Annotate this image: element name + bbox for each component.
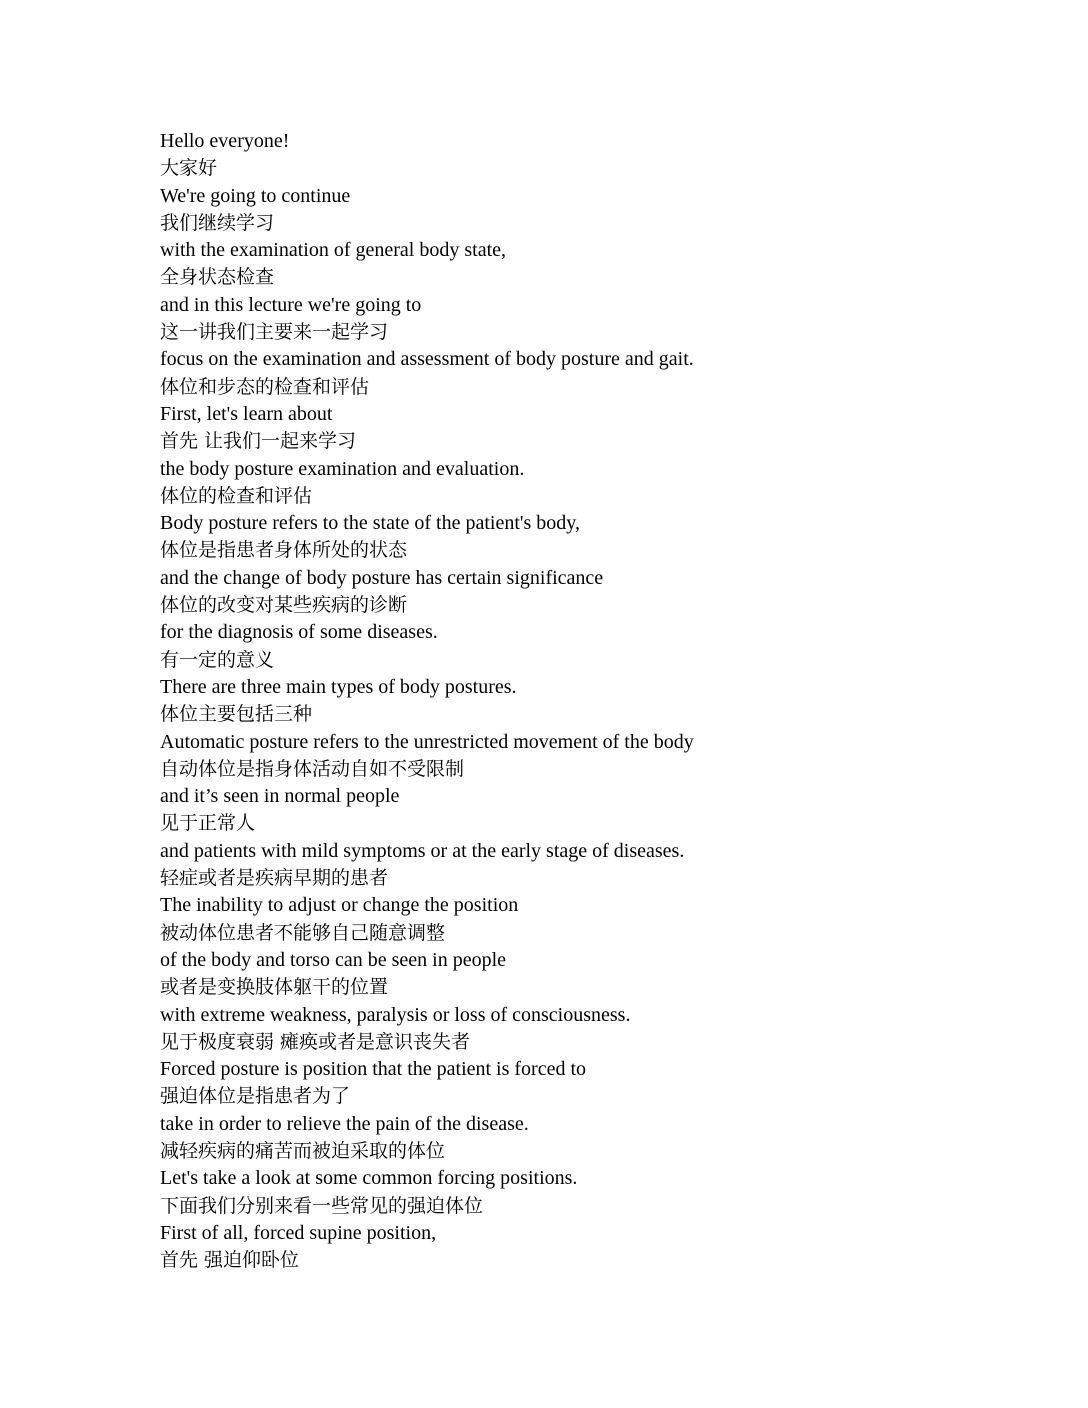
- transcript-line-zh: 自动体位是指身体活动自如不受限制: [160, 757, 465, 780]
- transcript-line-en: take in order to relieve the pain of the disease.: [160, 1112, 529, 1135]
- transcript-line-zh: 首先 强迫仰卧位: [160, 1249, 300, 1272]
- transcript-line-zh: 下面我们分别来看一些常见的强迫体位: [160, 1194, 484, 1217]
- transcript-line-en: the body posture examination and evaluation.: [160, 457, 525, 480]
- transcript-line-en: First of all, forced supine position,: [160, 1221, 437, 1244]
- transcript-line-en: Body posture refers to the state of the patient's body,: [160, 512, 580, 535]
- transcript-line-zh: 体位是指患者身体所处的状态: [160, 539, 408, 562]
- transcript-line-zh: 有一定的意义: [160, 648, 275, 671]
- transcript-line-en: There are three main types of body postures.: [160, 675, 517, 698]
- transcript-line-zh: 大家好: [160, 157, 218, 180]
- transcript-line-en: and in this lecture we're going to: [160, 293, 422, 316]
- transcript-line-en: for the diagnosis of some diseases.: [160, 621, 438, 644]
- transcript-line-zh: 或者是变换肢体躯干的位置: [160, 976, 389, 999]
- transcript-line-zh: 体位的改变对某些疾病的诊断: [160, 594, 408, 617]
- transcript-line-en: and the change of body posture has certain significance: [160, 566, 604, 589]
- transcript-line-zh: 体位主要包括三种: [160, 703, 313, 726]
- transcript-line-zh: 轻症或者是疾病早期的患者: [160, 867, 389, 890]
- transcript-line-en: and patients with mild symptoms or at the early stage of diseases.: [160, 839, 685, 862]
- transcript-line-en: Forced posture is position that the patient is forced to: [160, 1058, 587, 1081]
- transcript-line-zh: 被动体位患者不能够自己随意调整: [160, 921, 446, 944]
- transcript-line-zh: 这一讲我们主要来一起学习: [160, 321, 389, 344]
- transcript-body: [160, 128, 1020, 1274]
- transcript-line-en: We're going to continue: [160, 184, 351, 207]
- transcript-line-zh: 减轻疾病的痛苦而被迫采取的体位: [160, 1139, 446, 1162]
- transcript-line-en: First, let's learn about: [160, 402, 333, 425]
- transcript-line-zh: 首先 让我们一起来学习: [160, 430, 357, 453]
- transcript-line-en: The inability to adjust or change the position: [160, 894, 519, 917]
- transcript-line-en: with the examination of general body state,: [160, 239, 507, 262]
- transcript-line-en: Automatic posture refers to the unrestricted movement of the body: [160, 730, 694, 753]
- transcript-line-zh: 我们继续学习: [160, 211, 275, 234]
- transcript-line-en: with extreme weakness, paralysis or loss of consciousness.: [160, 1003, 631, 1026]
- transcript-line-en: Hello everyone!: [160, 130, 290, 152]
- transcript-line-zh: 体位和步态的检查和评估: [160, 375, 370, 398]
- transcript-line-en: Let's take a look at some common forcing positions.: [160, 1167, 578, 1190]
- transcript-line-zh: 强迫体位是指患者为了: [160, 1085, 351, 1108]
- transcript-line-en: of the body and torso can be seen in people: [160, 948, 507, 971]
- transcript-line-zh: 体位的检查和评估: [160, 484, 313, 507]
- transcript-line-zh: 见于极度衰弱 瘫痪或者是意识丧失者: [160, 1030, 471, 1053]
- transcript-line-en: and it’s seen in normal people: [160, 785, 400, 808]
- transcript-line-en: focus on the examination and assessment of body posture and gait.: [160, 348, 694, 371]
- transcript-line-zh: 全身状态检查: [160, 266, 275, 289]
- transcript-line-zh: 见于正常人: [160, 812, 256, 835]
